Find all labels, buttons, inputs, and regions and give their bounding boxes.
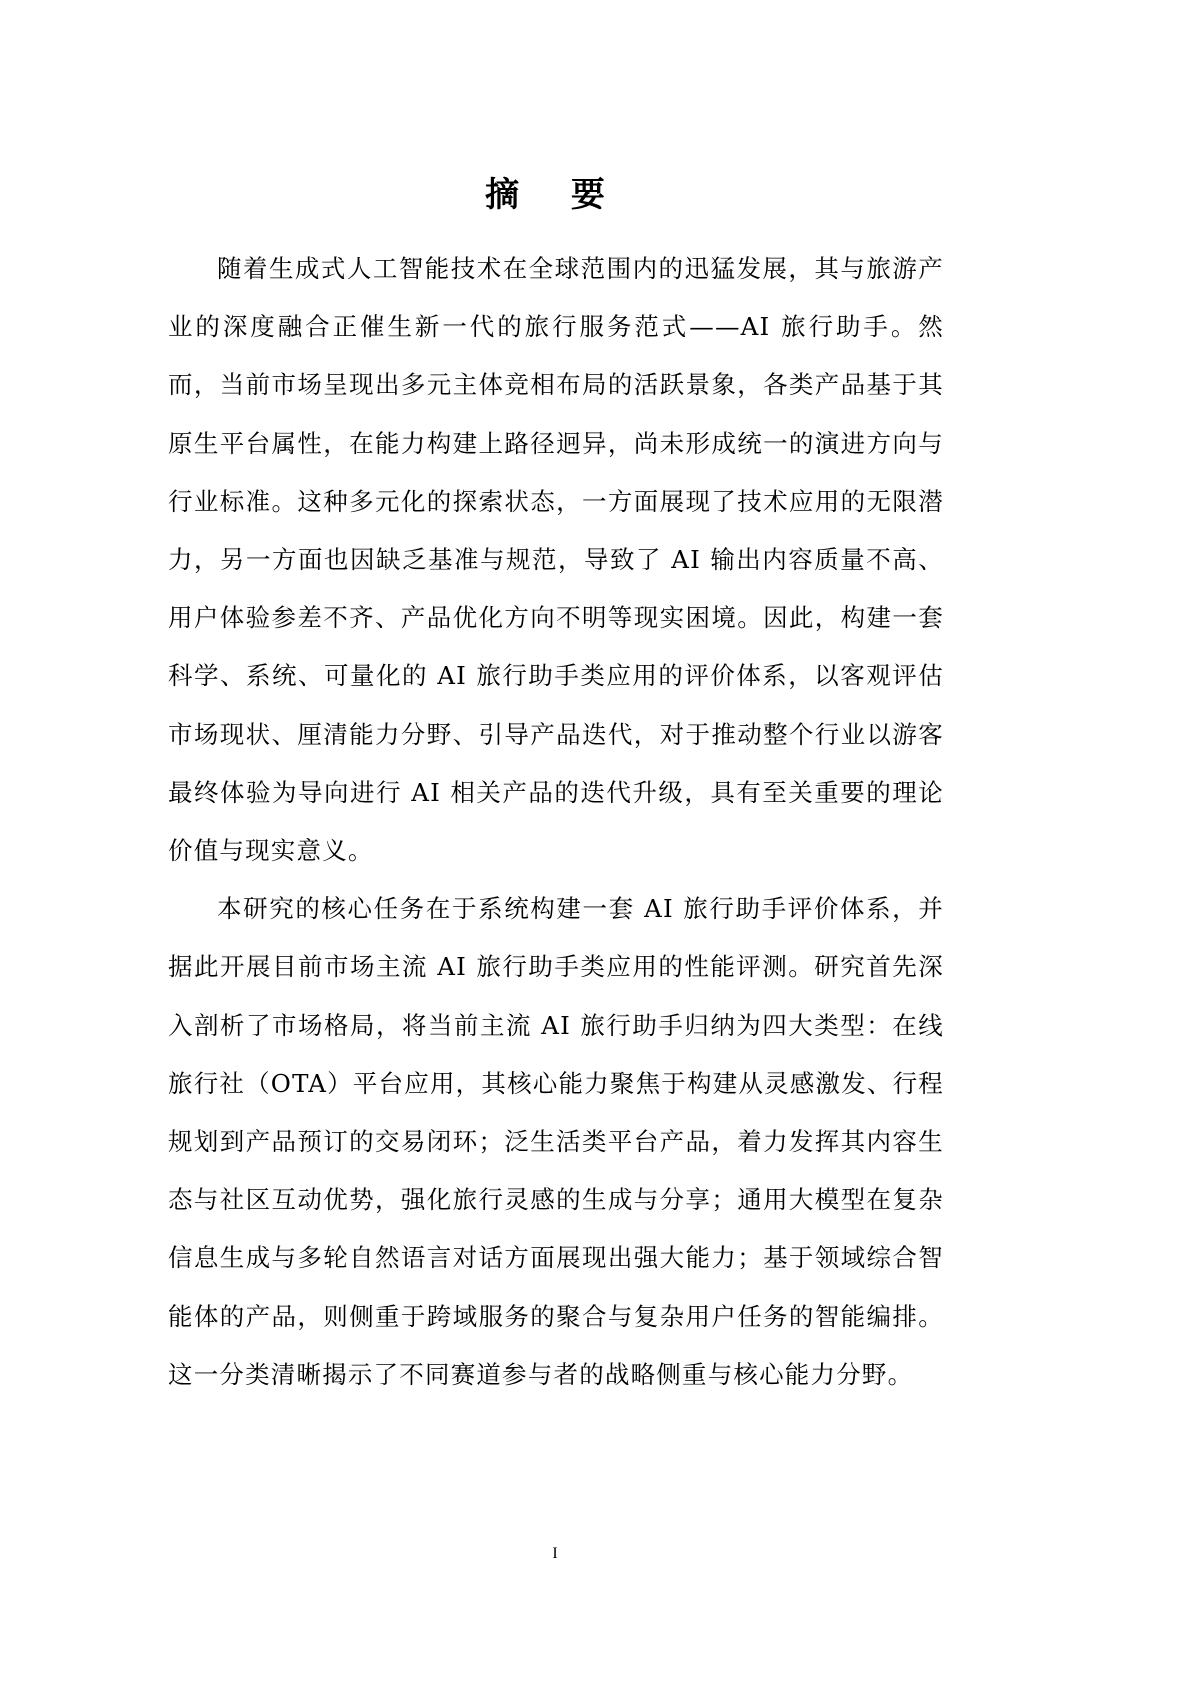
abstract-paragraph-2: 本研究的核心任务在于系统构建一套 AI 旅行助手评价体系，并据此开展目前市场主流 AI 旅行助手类应用的性能评测。研究首先深入剖析了市场格局，将当前主流 AI 旅行助手归纳为四大类型：在线旅行社（OTA）平台应用，其核心能力聚焦于构建从灵感激发、行程规划到产品预订的交易闭环；泛生活类平台产品，着力发挥其内容生态与社区互动优势，强化旅行灵感的生成与分享；通用大模型在复杂信息生成与多轮自然语言对话方面展现出强大能力；基于领域综合智能体的产品，则侧重于跨域服务的聚合与复杂用户任务的智能编排。这一分类清晰揭示了不同赛道参与者的战略侧重与核心能力分野。 [168,894,944,1389]
abstract-paragraph-1: 随着生成式人工智能技术在全球范围内的迅猛发展，其与旅游产业的深度融合正催生新一代的旅行服务范式——AI 旅行助手。然而，当前市场呈现出多元主体竞相布局的活跃景象，各类产品基于其原生平台属性，在能力构建上路径迥异，尚未形成统一的演进方向与行业标准。这种多元化的探索状态，一方面展现了技术应用的无限潜力，另一方面也因缺乏基准与规范，导致了 AI 输出内容质量不高、用户体验参差不齐、产品优化方向不明等现实困境。因此，构建一套科学、系统、可量化的 AI 旅行助手类应用的评价体系，以客观评估市场现状、厘清能力分野、引导产品迭代，对于推动整个行业以游客最终体验为导向进行 AI 相关产品的迭代升级，具有至关重要的理论价值与现实意义。 [168,254,944,866]
page-number: I [552,1545,558,1562]
abstract-body [168,240,944,1404]
abstract-title: 摘 要 [485,174,625,215]
